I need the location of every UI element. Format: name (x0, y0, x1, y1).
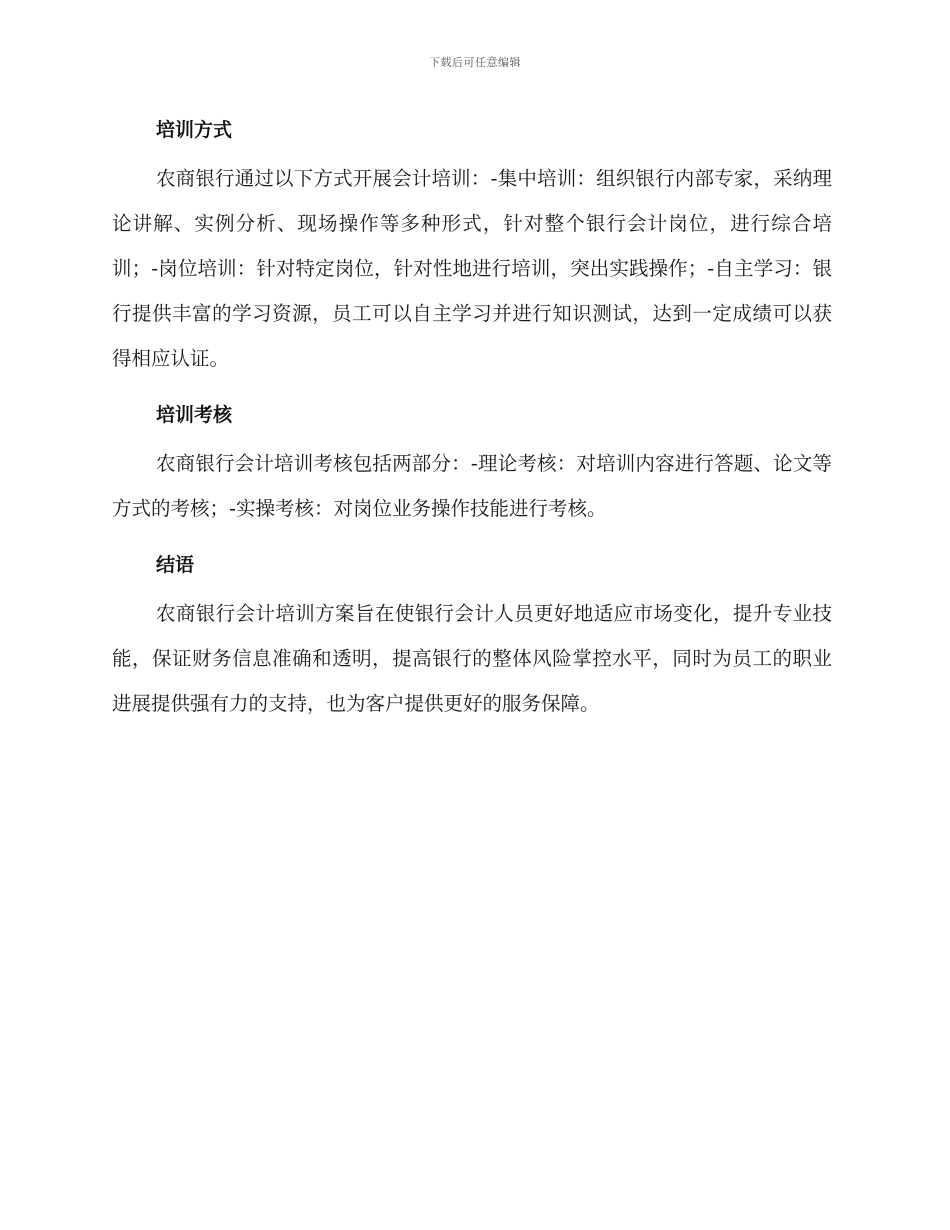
section-heading: 培训方式 (156, 119, 233, 141)
section-paragraph: 农商银行会计培训考核包括两部分：-理论考核：对培训内容进行答题、论文等方式的考核；-实操考核：对岗位业务操作技能进行考核。 (112, 452, 832, 520)
section-paragraph: 农商银行通过以下方式开展会计培训：-集中培训：组织银行内部专家，采纳理论讲解、实例分析、现场操作等多种形式，针对整个银行会计岗位，进行综合培训；-岗位培训：针对特定岗位，针对性地进行培训，突出实践操作；-自主学习：银行提供丰富的学习资源，员工可以自主学习并进行知识测试，达到一定成绩可以获得相应认证。 (112, 167, 832, 370)
section-training-assessment (112, 395, 832, 531)
page-header-note: 下载后可任意编辑 (429, 56, 521, 69)
section-paragraph: 农商银行会计培训方案旨在使银行会计人员更好地适应市场变化，提升专业技能，保证财务信息准确和透明，提高银行的整体风险掌控水平，同时为员工的职业进展提供强有力的支持，也为客户提供更好的服务保障。 (112, 602, 832, 715)
section-training-methods (112, 110, 832, 381)
section-conclusion (112, 545, 832, 726)
section-heading: 结语 (156, 554, 195, 576)
document-body (112, 110, 832, 740)
section-heading: 培训考核 (156, 404, 233, 426)
